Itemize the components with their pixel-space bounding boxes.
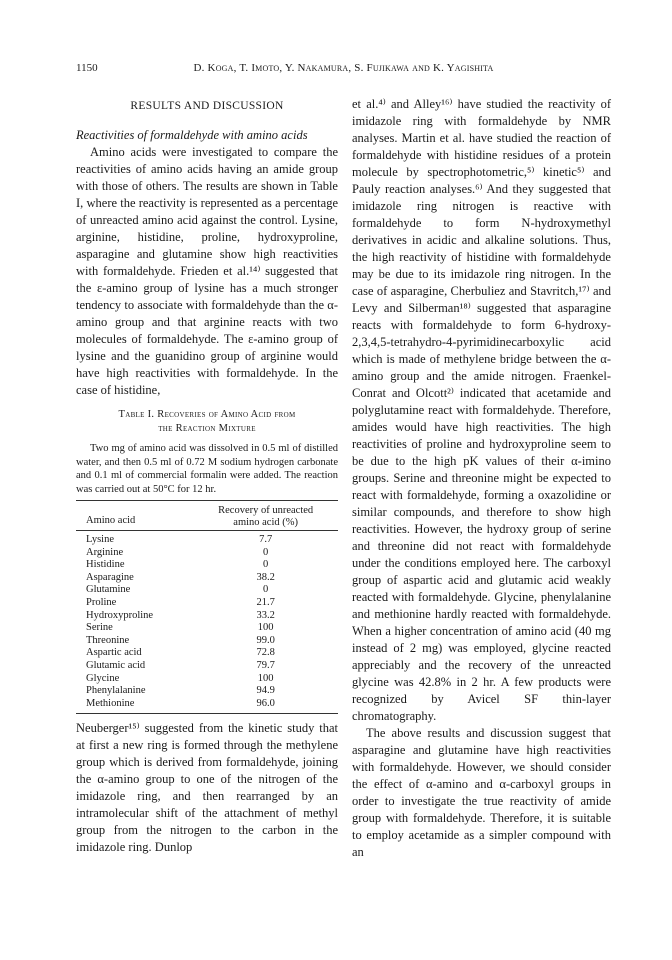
page-number: 1150 [76, 62, 98, 74]
table-row [76, 647, 338, 660]
table-header-amino-acid: Amino acid [76, 501, 193, 531]
amino-acid-name: Arginine [86, 546, 124, 558]
amino-acid-name: Threonine [86, 634, 130, 646]
recovery-value: 21.7 [256, 596, 275, 608]
recovery-value: 79.7 [256, 659, 275, 671]
table-row [76, 635, 338, 648]
amino-acid-name: Glycine [86, 672, 120, 684]
amino-acid-name: Methionine [76, 698, 193, 714]
table-header-recovery-line2: amino acid (%) [233, 516, 299, 528]
amino-acid-name: Phenylalanine [86, 685, 146, 697]
recovery-value: 7.7 [259, 534, 273, 545]
paragraph-amino-acids: Amino acids were investigated to compare the reactivities of amino acids having an amide group with those of others. The results are shown in Table I, where the reactivity is represented as a percentage of unreacted amino acid against the control. Lysine, arginine, histidine, proline, hydroxyproline, asparagine and glutamine show high reactivities with formaldehyde. Frieden et al.¹⁴⁾ suggested that the ε-amino group of lysine has a much stronger tendency to associate with formaldehyde than the α-amino group and that arginine reacts with two molecules of formaldehyde. The ε-amino group of lysine and the guanidino group of arginine would have high reactivities with formaldehyde. In the case of histidine, [76, 145, 338, 397]
left-column [76, 96, 338, 856]
table-row [76, 597, 338, 610]
recovery-value: 96.0 [193, 698, 338, 714]
amino-acid-name: Serine [86, 622, 113, 634]
amino-acid-name: Hydroxyproline [86, 609, 154, 621]
recovery-value: 72.8 [256, 647, 275, 659]
table-row [76, 610, 338, 623]
table-row [76, 660, 338, 673]
amino-acid-name: Aspartic acid [86, 647, 142, 659]
table-note: Two mg of amino acid was dissolved in 0.5 ml of distilled water, and then 0.5 ml of 0.72 M sodium hydrogen carbonate and 0.1 ml of commercial formalin were added. The reaction was carried out at 50°C for 12 hr. [76, 443, 338, 495]
running-head-authors: D. Koga, T. Imoto, Y. Nakamura, S. Fujikawa and K. Yagishita [193, 62, 494, 74]
table-row [76, 673, 338, 686]
table-title-line2: the Reaction Mixture [158, 423, 256, 434]
table-header-recovery [193, 501, 338, 531]
recovery-value: 100 [257, 672, 274, 684]
paragraph-reactivity-discussion: et al.⁴⁾ and Alley¹⁶⁾ have studied the reactivity of imidazole ring with formaldehyde by NMR analyses. Martin et al. have studied the reaction of formaldehyde with histidine residues of a protein molecule by spectrophotometric,⁵⁾ kinetic⁵⁾ and Pauly reaction analyses.⁶⁾ And they suggested that imidazole ring nitrogen is reactive with formaldehyde to form N-hydroxymethyl derivatives in acidic and alkaline solutions. Thus, the high reactivity of histidine with formaldehyde may be due to its imidazole ring nitrogen. In the case of asparagine, Cherbuliez and Stavritch,¹⁷⁾ and Levy and Silberman¹⁸⁾ suggested that asparagine reacts with formaldehyde to form 6-hydroxy-2,3,4,5-tetrahydro-4-pyrimidinecarboxylic acid which is made of methylene bridge between the α-amino group and the amide nitrogen. Fraenkel-Conrat and Olcott²⁾ indicated that acetamide and polyglutamine react with formaldehyde. Therefore, amides would have high reactivities. The high reactivities of proline and hydroxyproline seem to be due to the high pK values of their α-imino groups. Serine and threonine might be expected to react with formaldehyde, forming a oxazolidine or similar compounds, and therefore to show high reactivities. However, the hydroxy group of serine and threonine did not react with formaldehyde under the conditions employed here. The carboxyl group of aspartic acid and glutamic acid weakly reacted with formaldehyde. Glycine, phenylalanine and methionine hardly reacted with formaldehyde. When a higher concentration of amino acid (40 mg instead of 2 mg) was employed, glycine reacted appreciably and the recovery of the unreacted glycine was 42.8% in 2 hr. A few products were recognized by Avicel SF thin-layer chromatography. [352, 97, 611, 723]
recovery-value: 33.2 [256, 609, 275, 621]
recovery-value: 100 [257, 622, 274, 634]
table-row [76, 698, 338, 714]
amino-acid-name: Asparagine [86, 571, 134, 583]
table-row [76, 685, 338, 698]
table-row [76, 572, 338, 585]
recovery-value: 94.9 [256, 685, 275, 697]
amino-acid-name: Lysine [86, 534, 114, 545]
table-row [76, 584, 338, 597]
table-row [76, 622, 338, 635]
recovery-value: 0 [263, 559, 269, 571]
table-row [76, 547, 338, 560]
amino-acid-name: Proline [86, 596, 117, 608]
table-title-line1: Table I. Recoveries of Amino Acid from [118, 409, 296, 420]
paragraph-neuberger: Neuberger¹⁵⁾ suggested from the kinetic study that at first a new ring is formed through the methylene group which is derived from formaldehyde, joining the α-amino group to one of the nitrogen of the imidazole ring, and then rearranged by an intramolecular shift of the attachment of methyl group from the nitrogen to the carbon in the imidazole ring. Dunlop [76, 721, 338, 855]
recovery-value: 38.2 [256, 571, 275, 583]
recovery-value: 99.0 [256, 634, 275, 646]
amino-acid-name: Glutamic acid [86, 659, 146, 671]
table-header-recovery-line1: Recovery of unreacted [218, 505, 314, 516]
amino-acid-name: Histidine [86, 559, 125, 571]
section-title: RESULTS AND DISCUSSION [130, 100, 284, 112]
recovery-table [76, 500, 338, 714]
table-row [76, 531, 338, 547]
running-head [76, 62, 611, 80]
table-row [76, 559, 338, 572]
table-title [76, 408, 338, 436]
subsection-title: Reactivities of formaldehyde with amino acids [76, 128, 308, 142]
paragraph-above-results: The above results and discussion suggest that asparagine and glutamine have high reactivities with formaldehyde. However, we should consider the effect of α-amino and α-carboxyl groups in order to investigate the true reactivity of amide group with formaldehyde. Therefore, it is suitable to employ acetamide as a simpler compound with an [352, 726, 611, 859]
recovery-value: 0 [263, 584, 269, 596]
recovery-value: 0 [263, 546, 269, 558]
right-column [352, 96, 611, 861]
amino-acid-name: Glutamine [86, 584, 131, 596]
